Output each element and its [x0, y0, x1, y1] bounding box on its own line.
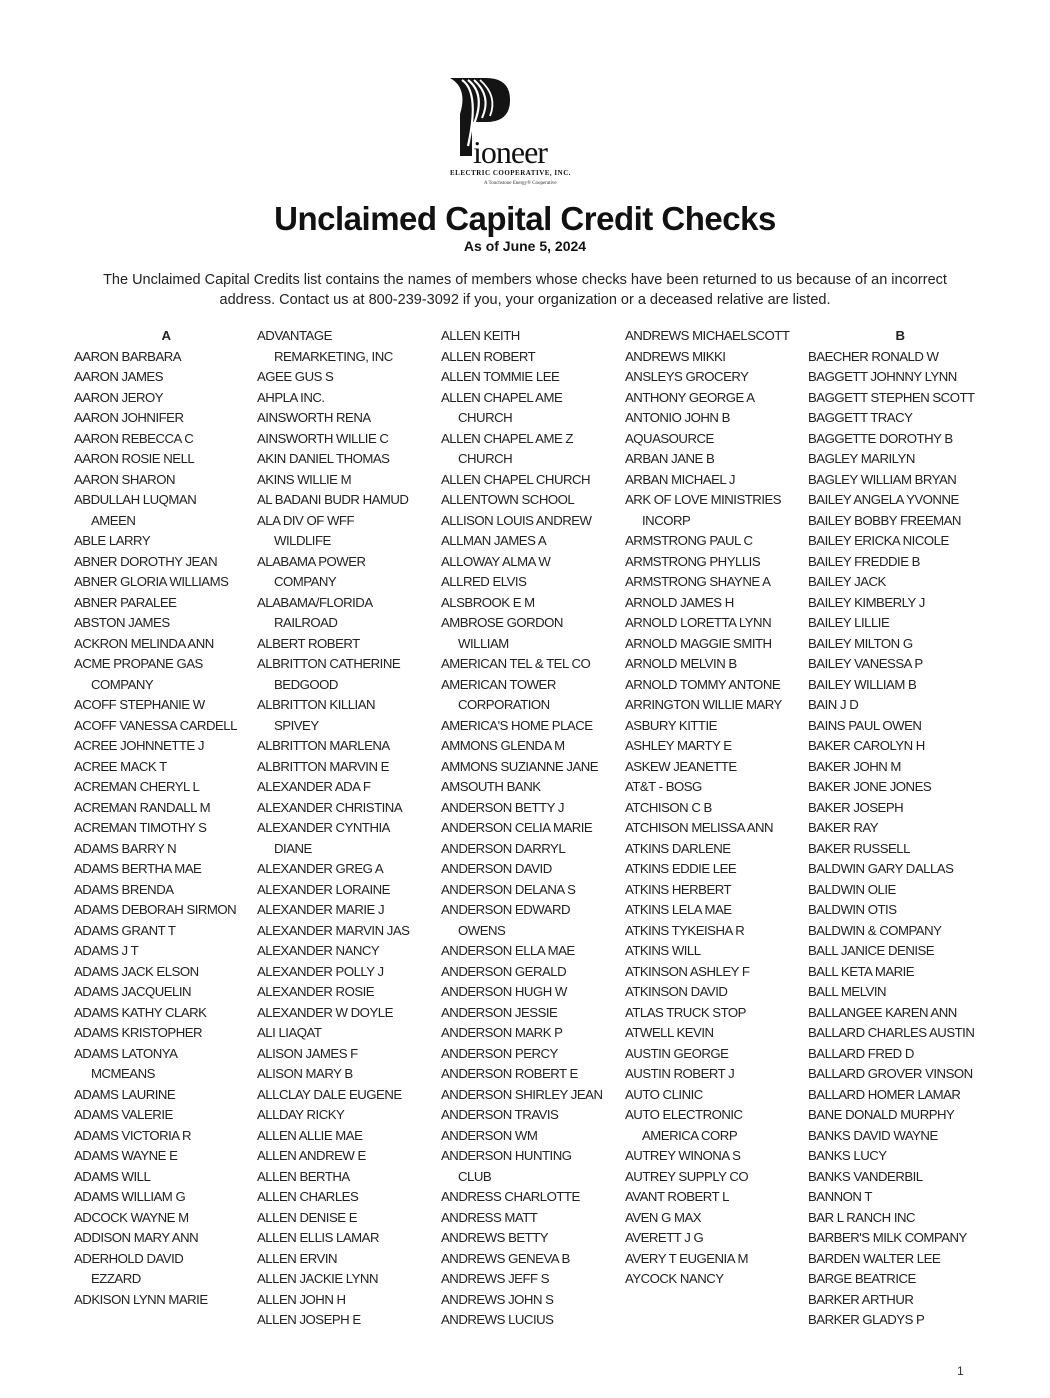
name-entry: ADKISON LYNN MARIE — [74, 1291, 208, 1307]
name-entry: ANDREWS JEFF S — [441, 1271, 550, 1286]
name-entry: ANDERSON SHIRLEY JEAN — [441, 1086, 603, 1102]
name-entry: AVERY T EUGENIA M — [625, 1250, 748, 1266]
name-entry: ALA DIV OF WFF — [257, 512, 355, 528]
name-entry: ASBURY KITTIE — [625, 717, 717, 733]
name-entry: AUSTIN ROBERT J — [625, 1066, 735, 1081]
name-entry: BAKER CAROLYN H — [808, 738, 925, 753]
name-entry: BARDEN WALTER LEE — [808, 1250, 941, 1266]
name-entry: ABNER GLORIA WILLIAMS — [74, 574, 229, 589]
name-entry: ANDREWS JOHN S — [441, 1291, 554, 1307]
name-entry: BAILEY KIMBERLY J — [808, 594, 925, 610]
name-entry: ALLEN JOSEPH E — [257, 1312, 361, 1327]
name-entry: ARBAN JANE B — [625, 451, 715, 466]
name-entry: ARNOLD MELVIN B — [625, 656, 737, 671]
name-entry: BANKS DAVID WAYNE — [808, 1127, 938, 1143]
name-entry: AVERETT J G — [625, 1230, 704, 1245]
names-column-1 — [74, 326, 258, 1310]
names-column-5 — [808, 326, 992, 1331]
name-entry: ABLE LARRY — [74, 533, 151, 548]
name-entry: ADAMS WAYNE E — [74, 1148, 178, 1163]
names-column-3 — [441, 326, 625, 1331]
name-entry: BARKER GLADYS P — [808, 1312, 925, 1327]
name-entry: ALEXANDER ADA F — [257, 779, 371, 794]
name-entry: ARMSTRONG PHYLLIS — [625, 553, 761, 569]
name-entry: BALLARD HOMER LAMAR — [808, 1086, 961, 1102]
name-entry: ANSLEYS GROCERY — [625, 369, 749, 384]
name-entry: ATKINS WILL — [625, 943, 701, 958]
name-entry: ANDRESS CHARLOTTE — [441, 1189, 580, 1204]
name-entry: ABNER DOROTHY JEAN — [74, 553, 218, 569]
name-entry: ANDREWS GENEVA B — [441, 1250, 570, 1266]
name-entry: AUTREY SUPPLY CO — [625, 1168, 749, 1184]
name-entry: ALEXANDER MARIE J — [257, 902, 385, 917]
name-entry: ALISON MARY B — [257, 1066, 353, 1081]
name-entry: ACREE MACK T — [74, 758, 167, 774]
name-entry: ALLCLAY DALE EUGENE — [257, 1086, 402, 1102]
name-entry: ALBRITTON CATHERINE — [257, 656, 401, 671]
name-entry-continuation: BEDGOOD — [274, 676, 338, 692]
name-entry: BAILEY LILLIE — [808, 615, 890, 630]
name-entry: BALL KETA MARIE — [808, 963, 915, 979]
name-entry: AINSWORTH RENA — [257, 410, 371, 425]
name-entry: BALLARD GROVER VINSON — [808, 1066, 973, 1081]
name-entry: ALEXANDER NANCY — [257, 943, 380, 958]
name-entry-continuation: CHURCH — [458, 410, 513, 425]
name-entry: BAGLEY WILLIAM BRYAN — [808, 471, 957, 487]
name-entry: ALLEN CHAPEL CHURCH — [441, 471, 591, 487]
intro-paragraph: The Unclaimed Capital Credits list contains the names of members whose checks have been returned to us because of an incorrect address. Contact us at 800-239-3092 if you, your organization or a deceased relative are listed. — [103, 272, 947, 308]
name-entry-continuation: AMEEN — [91, 512, 136, 528]
name-entry: BALL JANICE DENISE — [808, 943, 935, 958]
name-entry: BAILEY BOBBY FREEMAN — [808, 512, 961, 528]
name-entry: ANDREWS MIKKI — [625, 348, 726, 364]
name-entry: ANDERSON MARK P — [441, 1025, 563, 1040]
name-entry: BAINS PAUL OWEN — [808, 717, 922, 733]
name-entry: ADAMS WILLIAM G — [74, 1189, 186, 1204]
name-entry: ACOFF STEPHANIE W — [74, 697, 205, 712]
name-entry: AINSWORTH WILLIE C — [257, 430, 389, 446]
name-entry: ADAMS BARRY N — [74, 840, 177, 856]
name-entry: BAKER RUSSELL — [808, 840, 910, 856]
name-entry: ADVANTAGE — [257, 328, 332, 343]
name-entry: BALLARD FRED D — [808, 1045, 914, 1061]
name-entry: ANTONIO JOHN B — [625, 410, 730, 425]
name-entry: ACREMAN RANDALL M — [74, 799, 211, 815]
name-entry: ACREMAN TIMOTHY S — [74, 820, 207, 835]
name-entry: ADAMS KATHY CLARK — [74, 1004, 207, 1020]
name-entry: AHPLA INC. — [257, 389, 325, 405]
name-entry: BARGE BEATRICE — [808, 1271, 916, 1286]
name-entry: ACREE JOHNNETTE J — [74, 738, 204, 753]
name-entry: ALLEN TOMMIE LEE — [441, 369, 560, 384]
name-entry: BALDWIN OLIE — [808, 881, 896, 897]
name-entry: BAGGETT JOHNNY LYNN — [808, 369, 957, 384]
name-entry: ALEXANDER POLLY J — [257, 963, 384, 979]
name-entry: AMMONS SUZIANNE JANE — [441, 758, 599, 774]
name-entry: BALDWIN GARY DALLAS — [808, 861, 954, 876]
name-entry: ANDERSON PERCY — [441, 1045, 558, 1061]
page-number: 1 — [957, 1364, 964, 1378]
name-entry-continuation: AMERICA CORP — [642, 1127, 738, 1143]
name-entry: ARRINGTON WILLIE MARY — [625, 697, 782, 712]
name-entry-continuation: WILLIAM — [458, 635, 509, 651]
name-entry: ADAMS DEBORAH SIRMON — [74, 902, 237, 917]
name-entry: AQUASOURCE — [625, 430, 714, 446]
name-entry: ALEXANDER W DOYLE — [257, 1004, 393, 1020]
name-entry: AMMONS GLENDA M — [441, 738, 565, 753]
name-entry: ADAMS LAURINE — [74, 1086, 176, 1102]
name-entry-continuation: MCMEANS — [91, 1066, 155, 1081]
name-entry: ANDERSON EDWARD — [441, 902, 571, 917]
name-entry: ALLEN ALLIE MAE — [257, 1127, 363, 1143]
name-entry: BANKS LUCY — [808, 1148, 887, 1163]
name-entry: ADAMS KRISTOPHER — [74, 1025, 203, 1040]
name-entry: ADAMS VALERIE — [74, 1107, 173, 1122]
name-entry: ADAMS LATONYA — [74, 1045, 178, 1061]
name-entry: BAILEY ANGELA YVONNE — [808, 492, 959, 507]
name-entry: ADAMS JACK ELSON — [74, 963, 199, 979]
name-entry: ALBRITTON KILLIAN — [257, 697, 376, 712]
name-entry: AARON BARBARA — [74, 348, 182, 364]
name-entry: AUTREY WINONA S — [625, 1148, 741, 1163]
name-entry: ARMSTRONG SHAYNE A — [625, 574, 771, 589]
name-entry: BAILEY FREDDIE B — [808, 553, 920, 569]
name-entry: ALLEN ERVIN — [257, 1250, 338, 1266]
name-entry: BAGLEY MARILYN — [808, 451, 915, 466]
name-entry: ALLISON LOUIS ANDREW — [441, 512, 592, 528]
name-entry: ANDERSON WM — [441, 1127, 538, 1143]
name-entry: ALLEN JACKIE LYNN — [257, 1271, 378, 1286]
name-entry: ALLEN ROBERT — [441, 348, 536, 364]
name-entry: ALLDAY RICKY — [257, 1107, 345, 1122]
name-entry-continuation: CLUB — [458, 1168, 492, 1184]
name-entry-continuation: REMARKETING, INC — [274, 348, 393, 364]
name-entry: ARNOLD MAGGIE SMITH — [625, 635, 772, 651]
name-entry: ADAMS JACQUELIN — [74, 984, 192, 999]
name-entry: ALBRITTON MARVIN E — [257, 758, 389, 774]
name-entry: ALBERT ROBERT — [257, 635, 360, 651]
name-entry-continuation: OWENS — [458, 922, 506, 938]
name-entry: ANDERSON TRAVIS — [441, 1107, 559, 1122]
name-entry: ACOFF VANESSA CARDELL — [74, 717, 237, 733]
name-entry: BALL MELVIN — [808, 984, 887, 999]
name-entry: AVEN G MAX — [625, 1209, 702, 1225]
name-entry: ALEXANDER ROSIE — [257, 984, 375, 999]
name-entry: ADAMS BERTHA MAE — [74, 861, 202, 876]
name-entry: BAIN J D — [808, 697, 859, 712]
name-entry: ABDULLAH LUQMAN — [74, 492, 197, 507]
name-entry: BAR L RANCH INC — [808, 1209, 916, 1225]
as-of-date: As of June 5, 2024 — [463, 238, 587, 254]
name-entry: ALLENTOWN SCHOOL — [441, 492, 575, 507]
name-entry: AARON ROSIE NELL — [74, 451, 195, 466]
name-entry: ATKINS HERBERT — [625, 881, 732, 897]
name-entry: AKIN DANIEL THOMAS — [257, 451, 390, 466]
name-entry: ANDRESS MATT — [441, 1209, 538, 1225]
name-entry: ADERHOLD DAVID — [74, 1250, 184, 1266]
name-entry: AL BADANI BUDR HAMUD — [257, 492, 409, 507]
name-entry: ANDERSON DELANA S — [441, 881, 576, 897]
name-entry: ANDERSON ROBERT E — [441, 1066, 578, 1081]
logo-subline: ELECTRIC COOPERATIVE, INC. — [450, 169, 571, 177]
name-entry: BALDWIN & COMPANY — [808, 922, 942, 938]
name-entry-continuation: WILDLIFE — [274, 533, 331, 548]
name-entry: ATKINS TYKEISHA R — [625, 922, 745, 938]
name-entry: ASKEW JEANETTE — [625, 758, 737, 774]
name-entry: ATWELL KEVIN — [625, 1025, 714, 1040]
name-entry: ALLRED ELVIS — [441, 574, 527, 589]
name-entry: BANNON T — [808, 1189, 872, 1204]
name-entry: ALI LIAQAT — [257, 1025, 322, 1040]
name-entry: ADAMS VICTORIA R — [74, 1127, 192, 1143]
name-entry: BAGGETTE DOROTHY B — [808, 430, 953, 446]
name-entry: AMERICAN TOWER — [441, 676, 556, 692]
name-entry: ATKINS LELA MAE — [625, 902, 732, 917]
name-entry: BAILEY MILTON G — [808, 635, 913, 651]
name-entry: BAKER JOSEPH — [808, 799, 904, 815]
name-entry: ARMSTRONG PAUL C — [625, 533, 753, 548]
name-entry: AUTO ELECTRONIC — [625, 1107, 743, 1122]
name-entry: BAGGETT TRACY — [808, 410, 913, 425]
name-entry: ADAMS WILL — [74, 1168, 151, 1184]
name-entry-continuation: CORPORATION — [458, 697, 550, 712]
name-entry: BARBER'S MILK COMPANY — [808, 1230, 967, 1245]
name-entry: ADAMS BRENDA — [74, 881, 174, 897]
section-letter-heading: B — [895, 328, 905, 343]
name-entry: AKINS WILLIE M — [257, 471, 352, 487]
name-entry: ANDREWS LUCIUS — [441, 1312, 554, 1327]
name-entry: BAKER RAY — [808, 820, 879, 835]
name-entry: ALBRITTON MARLENA — [257, 738, 390, 753]
name-entry: AARON SHARON — [74, 471, 175, 487]
name-entry: BAGGETT STEPHEN SCOTT — [808, 389, 975, 405]
name-entry: BALDWIN OTIS — [808, 902, 897, 917]
pioneer-logo — [440, 74, 600, 194]
name-entry: ANDERSON BETTY J — [441, 799, 564, 815]
name-entry: ANDERSON DAVID — [441, 861, 552, 876]
name-entry: ACREMAN CHERYL L — [74, 779, 200, 794]
section-letter-heading: A — [161, 328, 171, 343]
name-entry: BANKS VANDERBIL — [808, 1168, 923, 1184]
name-entry: ASHLEY MARTY E — [625, 738, 732, 753]
name-entry-continuation: SPIVEY — [274, 717, 319, 733]
name-entry: BAILEY ERICKA NICOLE — [808, 533, 949, 548]
logo-tagline: A Touchstone Energy® Cooperative — [484, 181, 557, 186]
name-entry: ATKINSON DAVID — [625, 984, 728, 999]
name-entry-continuation: COMPANY — [91, 676, 154, 692]
name-entry: ARNOLD TOMMY ANTONE — [625, 676, 781, 692]
name-entry: ALEXANDER MARVIN JAS — [257, 922, 410, 938]
name-entry: AARON REBECCA C — [74, 430, 194, 446]
name-entry: ALEXANDER CHRISTINA — [257, 799, 403, 815]
names-column-4 — [625, 326, 809, 1290]
name-entry: ALLEN CHAPEL AME Z — [441, 430, 573, 446]
name-entry: ABSTON JAMES — [74, 615, 170, 630]
name-entry: AT&T - BOSG — [625, 779, 702, 794]
name-entry: ADAMS GRANT T — [74, 922, 176, 938]
name-entry-continuation: RAILROAD — [274, 615, 338, 630]
name-entry: AARON JEROY — [74, 389, 164, 405]
name-entry: ALABAMA POWER — [257, 553, 366, 569]
name-entry: BARKER ARTHUR — [808, 1291, 914, 1307]
name-entry: ALLEN DENISE E — [257, 1209, 358, 1225]
name-entry: ARBAN MICHAEL J — [625, 471, 735, 487]
name-entry: ARK OF LOVE MINISTRIES — [625, 492, 782, 507]
name-entry: BAILEY WILLIAM B — [808, 676, 917, 692]
name-entry: ADDISON MARY ANN — [74, 1230, 199, 1245]
names-column-2 — [257, 326, 441, 1331]
name-entry: BANE DONALD MURPHY — [808, 1107, 955, 1122]
name-entry: BALLARD CHARLES AUSTIN — [808, 1025, 975, 1040]
name-entry: ALLEN CHAPEL AME — [441, 389, 563, 405]
name-entry: ADCOCK WAYNE M — [74, 1209, 189, 1225]
name-entry: ANDREWS BETTY — [441, 1230, 549, 1245]
page-title: Unclaimed Capital Credit Checks — [274, 200, 776, 237]
name-entry: ALLEN KEITH — [441, 328, 520, 343]
name-entry: BAECHER RONALD W — [808, 348, 939, 364]
name-entry: ANDERSON HUNTING — [441, 1148, 572, 1163]
name-entry: ANTHONY GEORGE A — [625, 389, 755, 405]
name-entry: ALEXANDER GREG A — [257, 861, 384, 876]
name-entry: ANDREWS MICHAELSCOTT — [625, 328, 790, 343]
name-entry-continuation: INCORP — [642, 512, 691, 528]
name-entry: ALISON JAMES F — [257, 1045, 358, 1061]
name-entry: ANDERSON DARRYL — [441, 840, 566, 856]
name-entry-continuation: COMPANY — [274, 574, 337, 589]
name-entry: BAILEY JACK — [808, 574, 886, 589]
name-entry-continuation: DIANE — [274, 840, 312, 856]
name-entry: ACKRON MELINDA ANN — [74, 635, 214, 651]
name-entry: ATKINSON ASHLEY F — [625, 963, 750, 979]
name-entry: ANDERSON CELIA MARIE — [441, 820, 593, 835]
name-entry-continuation: EZZARD — [91, 1271, 141, 1286]
name-entry: AGEE GUS S — [257, 369, 334, 384]
name-entry: BAKER JOHN M — [808, 758, 901, 774]
name-entry: BAKER JONE JONES — [808, 779, 932, 794]
name-entry: AYCOCK NANCY — [625, 1271, 724, 1286]
name-entry: ACME PROPANE GAS — [74, 656, 203, 671]
name-entry: ABNER PARALEE — [74, 594, 177, 610]
name-entry: ATKINS EDDIE LEE — [625, 861, 737, 876]
name-entry: ADAMS J T — [74, 943, 139, 958]
name-entry: ATCHISON MELISSA ANN — [625, 820, 774, 835]
name-entry: ALLEN JOHN H — [257, 1291, 346, 1307]
logo-wordmark: ioneer — [473, 134, 547, 170]
name-entry-continuation: CHURCH — [458, 451, 513, 466]
name-entry: ALLEN ELLIS LAMAR — [257, 1230, 379, 1245]
name-entry: ALLOWAY ALMA W — [441, 553, 551, 569]
name-entry: AVANT ROBERT L — [625, 1189, 729, 1204]
name-entry: ALLEN CHARLES — [257, 1189, 359, 1204]
name-entry: ARNOLD JAMES H — [625, 594, 734, 610]
name-entry: ANDERSON GERALD — [441, 963, 567, 979]
name-entry: AUTO CLINIC — [625, 1086, 703, 1102]
name-entry: AUSTIN GEORGE — [625, 1045, 729, 1061]
name-entry: ALEXANDER LORAINE — [257, 881, 390, 897]
name-entry: AMERICA'S HOME PLACE — [441, 717, 593, 733]
name-entry: AMERICAN TEL & TEL CO — [441, 656, 591, 671]
name-entry: ALABAMA/FLORIDA — [257, 594, 373, 610]
name-entry: ALLEN BERTHA — [257, 1168, 350, 1184]
name-entry: ANDERSON HUGH W — [441, 984, 567, 999]
name-entry: ATCHISON C B — [625, 799, 712, 815]
name-entry: ANDERSON ELLA MAE — [441, 943, 575, 958]
name-entry: ATLAS TRUCK STOP — [625, 1004, 746, 1020]
name-entry: BAILEY VANESSA P — [808, 656, 923, 671]
name-entry: AMSOUTH BANK — [441, 779, 541, 794]
name-entry: ARNOLD LORETTA LYNN — [625, 615, 772, 630]
name-entry: AMBROSE GORDON — [441, 615, 563, 630]
name-entry: ALEXANDER CYNTHIA — [257, 820, 390, 835]
name-entry: ALLEN ANDREW E — [257, 1148, 366, 1163]
name-entry: BALLANGEE KAREN ANN — [808, 1004, 957, 1020]
name-entry: ATKINS DARLENE — [625, 840, 731, 856]
name-entry: ALSBROOK E M — [441, 594, 535, 610]
name-entry: ALLMAN JAMES A — [441, 533, 547, 548]
name-entry: ANDERSON JESSIE — [441, 1004, 558, 1020]
name-entry: AARON JAMES — [74, 369, 164, 384]
name-entry: AARON JOHNIFER — [74, 410, 184, 425]
